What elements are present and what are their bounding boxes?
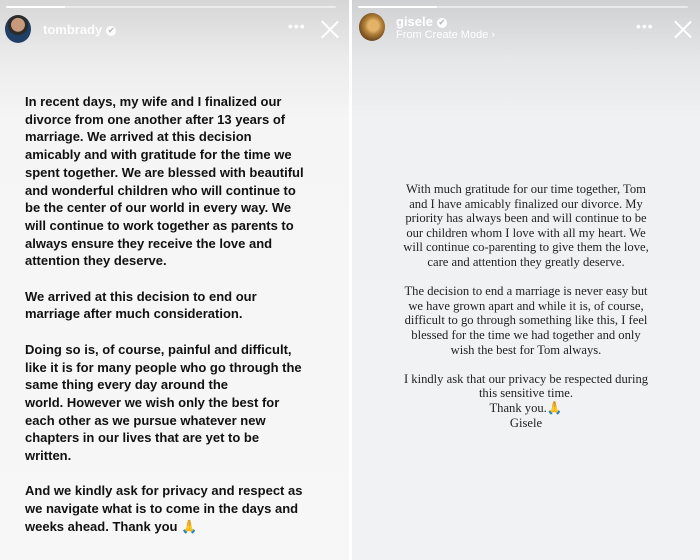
text-line: and I have amicably finalized our divorce. My <box>409 196 643 211</box>
text-line: We arrived at this decision to end our <box>25 288 257 304</box>
paragraph <box>352 372 700 430</box>
more-options-button[interactable]: ••• <box>636 18 654 34</box>
text-line: difficult to go through something like this, I feel <box>404 313 648 328</box>
text-line: we navigate what is to come in the days and <box>25 501 299 517</box>
story-progress-bar <box>358 6 688 8</box>
text-line: priority has always been and will continue to be <box>405 211 647 226</box>
text-line: world. However we wish only the best for <box>25 394 280 410</box>
story-text <box>25 93 304 553</box>
username-tombrady[interactable] <box>43 22 116 37</box>
more-options-button[interactable]: ••• <box>288 18 306 34</box>
username-text: tombrady <box>43 22 103 37</box>
text-line: care and attention they greatly deserve. <box>427 254 625 269</box>
text-line: Doing so is, of course, painful and difficult, <box>25 341 292 357</box>
text-line: be the center of our world in every way. We <box>25 200 292 216</box>
paragraph <box>352 182 700 270</box>
paragraph <box>25 93 304 270</box>
text-line: marriage after much consideration. <box>25 306 243 322</box>
text-line: In recent days, my wife and I finalized our <box>25 94 282 109</box>
verified-badge-icon: ✔ <box>107 26 115 35</box>
text-line: and wonderful children who will continue to <box>25 182 296 198</box>
tombrady-avatar[interactable] <box>5 15 31 43</box>
story-progress-bar <box>6 6 336 8</box>
text-line: And we kindly ask for privacy and respect as <box>25 483 303 499</box>
text-line: blessed for the time we had together and only <box>411 327 641 342</box>
close-icon[interactable] <box>321 20 339 38</box>
text-line: spent together. We are blessed with beautiful <box>25 164 304 180</box>
text-line: wish the best for Tom always. <box>450 342 602 357</box>
text-line: Thank you.🙏 <box>489 400 563 415</box>
text-line: will continue co-parenting to give them the love, <box>403 240 649 255</box>
from-create-mode-link[interactable]: From Create Mode › <box>396 29 496 41</box>
verified-badge-icon: ✔ <box>438 18 446 27</box>
text-line: divorce from one another after 13 years of <box>25 111 286 127</box>
text-line: like it is for many people who go through the <box>25 359 302 375</box>
story-text <box>352 182 700 445</box>
text-line: each other as we pursue whatever new <box>25 412 266 428</box>
text-line: this sensitive time. <box>478 386 574 401</box>
paragraph <box>25 482 304 535</box>
paragraph <box>25 341 304 465</box>
text-line: chapters in our lives that are yet to be <box>25 430 260 446</box>
text-line: written. <box>25 448 72 464</box>
text-line: our children whom I love with all my heart. We <box>406 225 646 240</box>
username-gisele[interactable] <box>396 14 447 29</box>
text-line: attention they deserve. <box>25 253 167 269</box>
text-line: I kindly ask that our privacy be respected during <box>403 371 649 386</box>
close-icon[interactable] <box>674 20 692 38</box>
text-line: The decision to end a marriage is never easy but <box>404 284 648 299</box>
text-line: weeks ahead. Thank you 🙏 <box>25 518 198 534</box>
text-line: same thing every day around the <box>25 377 229 393</box>
text-line: marriage. We arrived at this decision <box>25 129 252 145</box>
gisele-story[interactable] <box>352 0 700 560</box>
text-line: will continue to work together as parents to <box>25 217 294 233</box>
paragraph <box>25 288 304 323</box>
gisele-avatar[interactable] <box>359 13 385 41</box>
username-text: gisele <box>396 14 433 29</box>
text-line: With much gratitude for our time together, Tom <box>406 182 646 196</box>
tombrady-story[interactable] <box>0 0 349 560</box>
paragraph <box>352 284 700 357</box>
text-line: always ensure they receive the love and <box>25 235 273 251</box>
text-line: amicably and with gratitude for the time we <box>25 147 292 163</box>
text-line: we have grown apart and while it is, of course, <box>408 298 644 313</box>
text-line: Gisele <box>509 415 543 430</box>
